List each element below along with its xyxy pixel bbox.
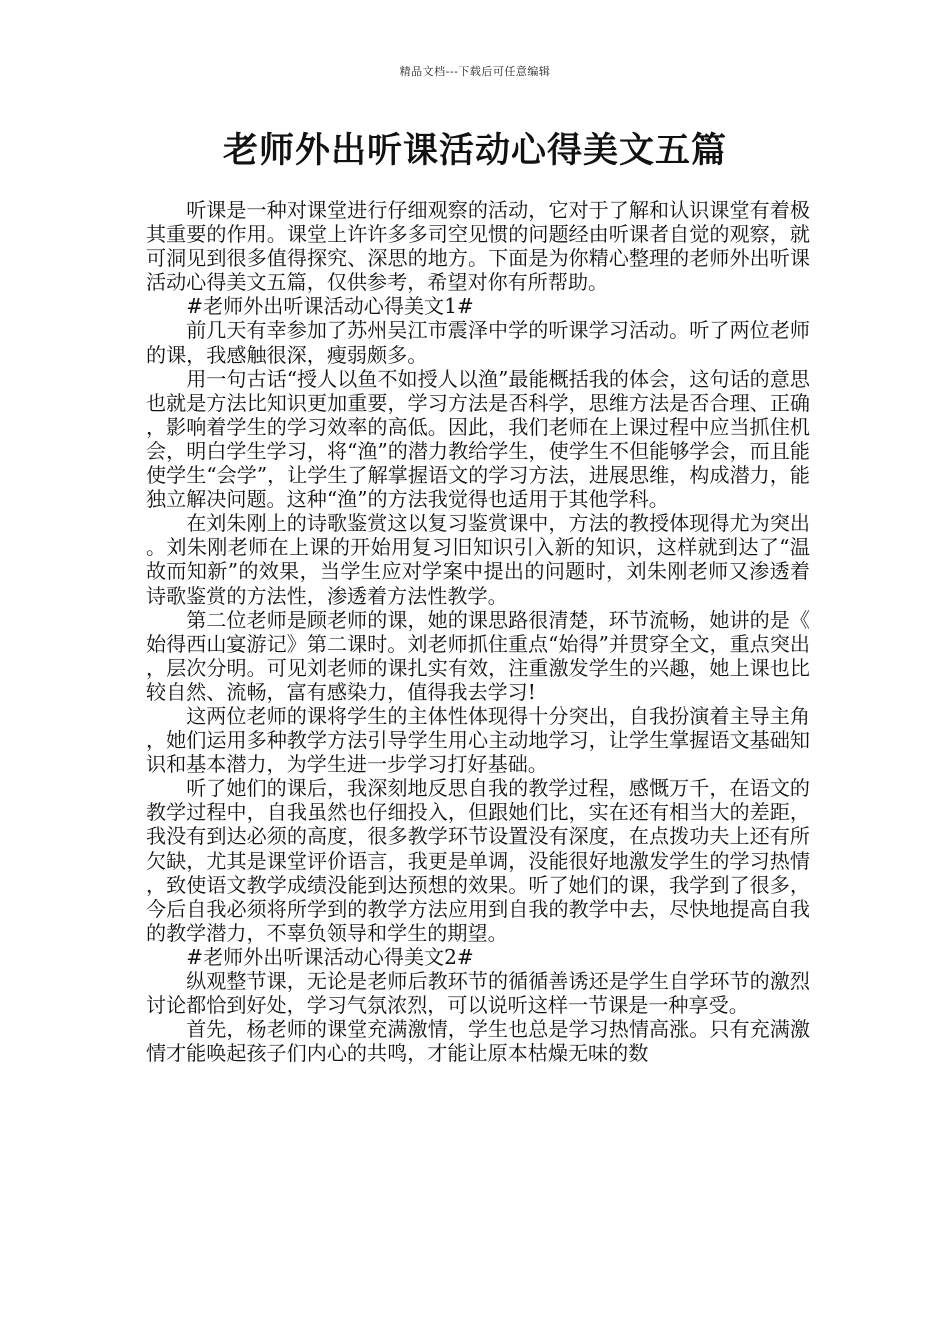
- paragraph: 这两位老师的课将学生的主体性体现得十分突出，自我扮演着主导主角，她们运用多种教学方法引导学生用心主动地学习，让学生掌握语文基础知识和基本潜力，为学生进一步学习打好基础。: [146, 703, 810, 777]
- section-heading: #老师外出听课活动心得美文1#: [186, 294, 474, 319]
- paragraph: 纵观整节课，无论是老师后教环节的循循善诱还是学生自学环节的激烈讨论都恰到好处，学习气氛浓烈，可以说听这样一节课是一种享受。: [146, 969, 810, 1018]
- paragraph: 第二位老师是顾老师的课，她的课思路很清楚，环节流畅，她讲的是《始得西山宴游记》第二课时。刘老师抓住重点“始得”并贯穿全文，重点突出，层次分明。可见刘老师的课扎实有效，注重激发学生的兴趣，她上课也比较自然、流畅，富有感染力，值得我去学习!: [146, 607, 810, 704]
- section-heading: #老师外出听课活动心得美文2#: [186, 944, 474, 969]
- paragraph: 在刘朱刚上的诗歌鉴赏这以复习鉴赏课中，方法的教授体现得尤为突出。刘朱刚老师在上课的开始用复习旧知识引入新的知识，这样就到达了“温故而知新”的效果，当学生应对学案中提出的问题时，刘朱刚老师又渗透着诗歌鉴赏的方法性，渗透着方法性教学。: [146, 511, 810, 608]
- paragraph: 用一句古话“授人以鱼不如授人以渔”最能概括我的体会，这句话的意思也就是方法比知识更加重要，学习方法是否科学，思维方法是否合理、正确，影响着学生的学习效率的高低。因此，我们老师在上课过程中应当抓住机会，明白学生学习，将“渔”的潜力教给学生，使学生不但能够学会，而且能使学生“会学”，让学生了解掌握语文的学习方法，进展思维，构成潜力，能独立解决问题。这种“渔”的方法我觉得也适用于其他学科。: [146, 366, 810, 512]
- paragraph: 听课是一种对课堂进行仔细观察的活动，它对于了解和认识课堂有着极其重要的作用。课堂上许许多多司空见惯的问题经由听课者自觉的观察，就可洞见到很多值得探究、深思的地方。下面是为你精心整理的老师外出听课活动心得美文五篇，仅供参考，希望对你有所帮助。: [146, 198, 810, 295]
- paragraph: 首先，杨老师的课堂充满激情，学生也总是学习热情高涨。只有充满激情才能唤起孩子们内心的共鸣，才能让原本枯燥无味的数: [146, 1017, 810, 1066]
- document-title: 老师外出听课活动心得美文五篇: [222, 130, 727, 171]
- document-body: [146, 198, 810, 1065]
- header-note: 精品文档---下载后可任意编辑: [399, 65, 551, 78]
- paragraph: 听了她们的课后，我深刻地反思自我的教学过程，感慨万千，在语文的教学过程中，自我虽然也仔细投入，但跟她们比，实在还有相当大的差距，我没有到达必须的高度，很多教学环节设置没有深度，在点拨功夫上还有所欠缺，尤其是课堂评价语言，我更是单调，没能很好地激发学生的学习热情，致使语文教学成绩没能到达预想的效果。听了她们的课，我学到了很多，今后自我必须将所学到的教学方法应用到自我的教学中去，尽快地提高自我的教学潜力，不辜负领导和学生的期望。: [146, 776, 810, 945]
- paragraph: 前几天有幸参加了苏州吴江市震泽中学的听课学习活动。听了两位老师的课，我感触很深，瘦弱颇多。: [146, 318, 810, 367]
